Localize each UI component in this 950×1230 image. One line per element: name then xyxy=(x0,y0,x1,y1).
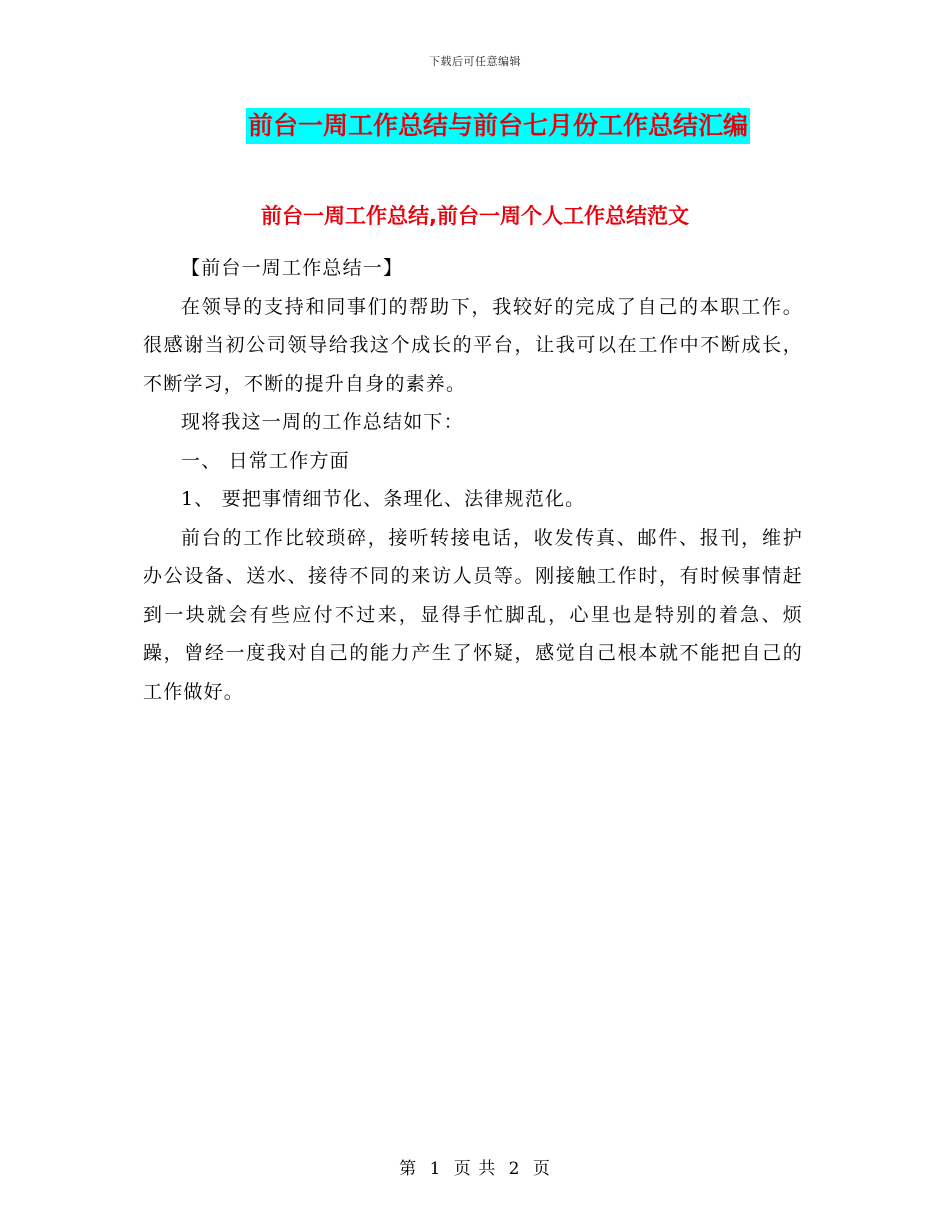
page-footer xyxy=(0,1154,950,1179)
section-heading: 【前台一周工作总结一】 xyxy=(181,257,404,279)
document-title: 前台一周工作总结与前台七月份工作总结汇编 xyxy=(246,108,750,144)
header-note: 下载后可任意编辑 xyxy=(429,55,521,68)
footer-total-pages: 2 xyxy=(508,1159,521,1179)
list-item: 1、 要把事情细节化、条理化、法律规范化。 xyxy=(181,488,586,510)
body-paragraph: 在领导的支持和同事们的帮助下，我较好的完成了自己的本职工作。很感谢当初公司领导给我这个成长的平台，让我可以在工作中不断成长，不断学习，不断的提升自身的素养。 xyxy=(143,295,803,395)
document-subtitle: 前台一周工作总结,前台一周个人工作总结范文 xyxy=(261,204,689,228)
footer-suffix: 页 xyxy=(532,1159,551,1179)
footer-prefix: 第 xyxy=(399,1159,418,1179)
title-wrapper xyxy=(0,108,950,144)
body-paragraph: 现将我这一周的工作总结如下： xyxy=(181,411,464,433)
body-paragraph: 前台的工作比较琐碎，接听转接电话，收发传真、邮件、报刊，维护办公设备、送水、接待不同的来访人员等。刚接触工作时，有时候事情赶到一块就会有些应付不过来，显得手忙脚乱，心里也是特别的着急、烦躁，曾经一度我对自己的能力产生了怀疑，感觉自己根本就不能把自己的工作做好。 xyxy=(143,526,803,703)
document-body xyxy=(143,249,803,711)
list-heading: 一、 日常工作方面 xyxy=(181,449,350,472)
footer-page-number: 1 xyxy=(429,1159,442,1179)
footer-mid: 页 共 xyxy=(453,1159,497,1179)
